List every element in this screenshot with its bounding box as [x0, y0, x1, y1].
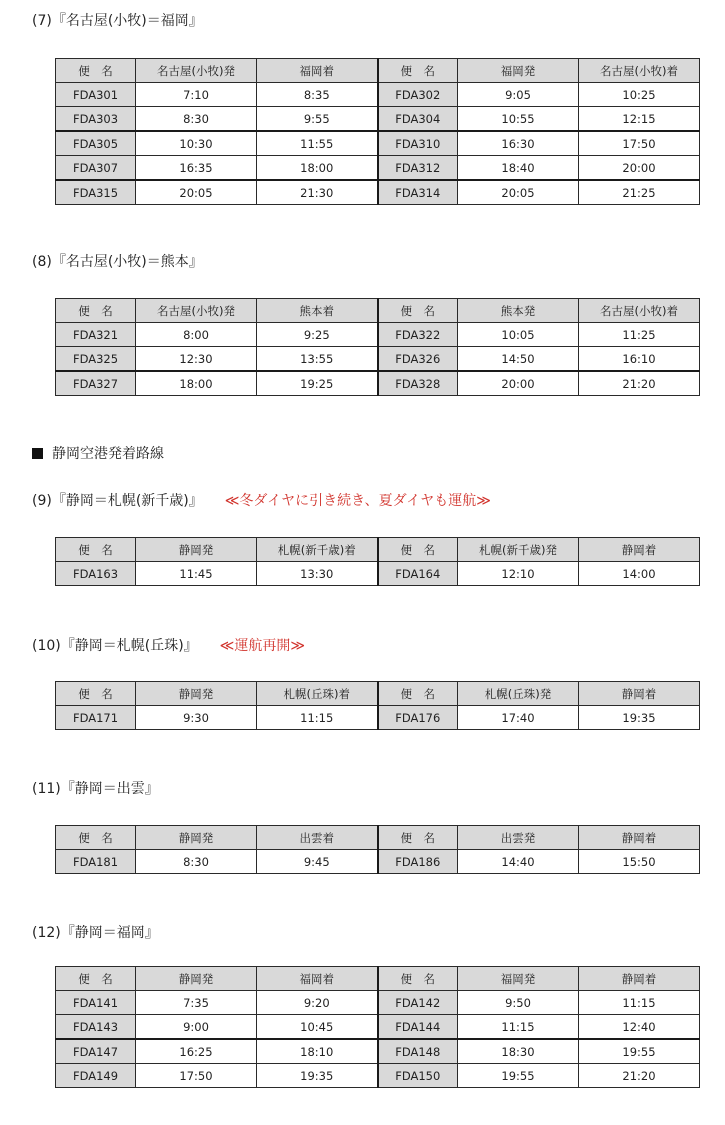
return-departure-time: 11:15: [458, 1015, 579, 1040]
departure-time: 17:50: [136, 1064, 257, 1088]
return-flight-number: FDA150: [378, 1064, 458, 1088]
arrival-time: 18:10: [257, 1039, 378, 1064]
arrival-time: 18:00: [257, 156, 378, 181]
return-arrival-time: 21:25: [579, 180, 700, 205]
return-arrival-time: 21:20: [579, 1064, 700, 1088]
table-row: [56, 107, 700, 132]
departure-time: 9:00: [136, 1015, 257, 1040]
return-departure-time: 18:30: [458, 1039, 579, 1064]
arrival-time: 13:30: [257, 562, 378, 586]
return-arrival-time: 12:15: [579, 107, 700, 132]
return-flight-number: FDA142: [378, 991, 458, 1015]
flight-number: FDA321: [56, 323, 136, 347]
route-title-text: (10)『静岡＝札幌(丘珠)』: [32, 638, 198, 654]
flight-number: FDA301: [56, 83, 136, 107]
departure-time: 8:00: [136, 323, 257, 347]
header-arrive-return: 静岡着: [579, 967, 700, 991]
header-flight: 便 名: [56, 682, 136, 706]
route12-timetable: [55, 966, 700, 1088]
table-row: [56, 347, 700, 372]
header-depart: 静岡発: [136, 538, 257, 562]
return-arrival-time: 20:00: [579, 156, 700, 181]
header-depart: 静岡発: [136, 826, 257, 850]
route9-title: [32, 492, 491, 510]
table-row: [56, 562, 700, 586]
return-arrival-time: 15:50: [579, 850, 700, 874]
return-flight-number: FDA314: [378, 180, 458, 205]
header-flight-return: 便 名: [378, 682, 458, 706]
return-flight-number: FDA304: [378, 107, 458, 132]
return-departure-time: 12:10: [458, 562, 579, 586]
header-row: [56, 682, 700, 706]
header-arrive: 札幌(丘珠)着: [257, 682, 378, 706]
table-row: [56, 1039, 700, 1064]
departure-time: 18:00: [136, 371, 257, 396]
flight-number: FDA181: [56, 850, 136, 874]
header-depart-return: 札幌(新千歳)発: [458, 538, 579, 562]
return-departure-time: 10:05: [458, 323, 579, 347]
return-flight-number: FDA326: [378, 347, 458, 372]
arrival-time: 10:45: [257, 1015, 378, 1040]
return-departure-time: 9:50: [458, 991, 579, 1015]
return-flight-number: FDA322: [378, 323, 458, 347]
return-arrival-time: 19:55: [579, 1039, 700, 1064]
route-title-text: (11)『静岡＝出雲』: [32, 781, 159, 797]
header-flight-return: 便 名: [378, 826, 458, 850]
return-departure-time: 14:50: [458, 347, 579, 372]
return-arrival-time: 19:35: [579, 706, 700, 730]
table-row: [56, 991, 700, 1015]
route11-timetable: [55, 825, 700, 874]
table-row: [56, 850, 700, 874]
departure-time: 8:30: [136, 107, 257, 132]
header-flight: 便 名: [56, 538, 136, 562]
table-row: [56, 706, 700, 730]
route7-title: [32, 12, 203, 30]
header-row: [56, 299, 700, 323]
header-flight: 便 名: [56, 59, 136, 83]
departure-time: 16:35: [136, 156, 257, 181]
header-arrive: 札幌(新千歳)着: [257, 538, 378, 562]
route11-title: [32, 780, 159, 798]
header-arrive-return: 静岡着: [579, 826, 700, 850]
departure-time: 7:10: [136, 83, 257, 107]
table-row: [56, 83, 700, 107]
route-title-text: (12)『静岡＝福岡』: [32, 925, 159, 941]
route10-title: [32, 637, 305, 655]
return-departure-time: 10:55: [458, 107, 579, 132]
return-departure-time: 17:40: [458, 706, 579, 730]
arrival-time: 9:55: [257, 107, 378, 132]
arrival-time: 19:35: [257, 1064, 378, 1088]
return-departure-time: 20:05: [458, 180, 579, 205]
return-flight-number: FDA144: [378, 1015, 458, 1040]
arrival-time: 9:20: [257, 991, 378, 1015]
return-arrival-time: 17:50: [579, 131, 700, 156]
route9-timetable: [55, 537, 700, 586]
flight-number: FDA147: [56, 1039, 136, 1064]
return-flight-number: FDA328: [378, 371, 458, 396]
arrival-time: 13:55: [257, 347, 378, 372]
return-arrival-time: 12:40: [579, 1015, 700, 1040]
route10-timetable: [55, 681, 700, 730]
header-flight: 便 名: [56, 967, 136, 991]
return-arrival-time: 21:20: [579, 371, 700, 396]
header-flight-return: 便 名: [378, 299, 458, 323]
flight-number: FDA141: [56, 991, 136, 1015]
return-flight-number: FDA312: [378, 156, 458, 181]
header-flight: 便 名: [56, 299, 136, 323]
flight-number: FDA307: [56, 156, 136, 181]
route-notice: ≪冬ダイヤに引き続き、夏ダイヤも運航≫: [224, 493, 491, 509]
header-arrive: 福岡着: [257, 967, 378, 991]
return-flight-number: FDA302: [378, 83, 458, 107]
table-row: [56, 371, 700, 396]
flight-number: FDA327: [56, 371, 136, 396]
return-arrival-time: 11:15: [579, 991, 700, 1015]
header-arrive-return: 名古屋(小牧)着: [579, 299, 700, 323]
return-flight-number: FDA176: [378, 706, 458, 730]
route8-timetable: [55, 298, 700, 396]
header-arrive-return: 静岡着: [579, 538, 700, 562]
return-arrival-time: 11:25: [579, 323, 700, 347]
return-departure-time: 19:55: [458, 1064, 579, 1088]
black-square-icon: [32, 448, 43, 459]
header-depart: 名古屋(小牧)発: [136, 59, 257, 83]
table-row: [56, 131, 700, 156]
table-row: [56, 156, 700, 181]
header-arrive-return: 静岡着: [579, 682, 700, 706]
departure-time: 12:30: [136, 347, 257, 372]
return-arrival-time: 16:10: [579, 347, 700, 372]
route-title-text: (8)『名古屋(小牧)＝熊本』: [32, 254, 203, 270]
header-depart-return: 出雲発: [458, 826, 579, 850]
return-departure-time: 9:05: [458, 83, 579, 107]
departure-time: 20:05: [136, 180, 257, 205]
route12-title: [32, 924, 159, 942]
return-flight-number: FDA186: [378, 850, 458, 874]
route-title-text: (9)『静岡＝札幌(新千歳)』: [32, 493, 203, 509]
table-row: [56, 323, 700, 347]
departure-time: 11:45: [136, 562, 257, 586]
return-flight-number: FDA310: [378, 131, 458, 156]
route8-title: [32, 253, 203, 271]
departure-time: 9:30: [136, 706, 257, 730]
flight-number: FDA303: [56, 107, 136, 132]
header-arrive-return: 名古屋(小牧)着: [579, 59, 700, 83]
header-row: [56, 967, 700, 991]
header-flight: 便 名: [56, 826, 136, 850]
return-flight-number: FDA148: [378, 1039, 458, 1064]
departure-time: 7:35: [136, 991, 257, 1015]
header-flight-return: 便 名: [378, 538, 458, 562]
route-notice: ≪運航再開≫: [219, 638, 305, 654]
header-depart-return: 福岡発: [458, 59, 579, 83]
return-flight-number: FDA164: [378, 562, 458, 586]
header-arrive: 熊本着: [257, 299, 378, 323]
header-flight-return: 便 名: [378, 59, 458, 83]
header-flight-return: 便 名: [378, 967, 458, 991]
arrival-time: 21:30: [257, 180, 378, 205]
flight-number: FDA149: [56, 1064, 136, 1088]
header-depart: 静岡発: [136, 682, 257, 706]
return-departure-time: 14:40: [458, 850, 579, 874]
arrival-time: 8:35: [257, 83, 378, 107]
arrival-time: 9:45: [257, 850, 378, 874]
return-arrival-time: 10:25: [579, 83, 700, 107]
route7-timetable: [55, 58, 700, 205]
flight-number: FDA171: [56, 706, 136, 730]
flight-number: FDA143: [56, 1015, 136, 1040]
return-departure-time: 16:30: [458, 131, 579, 156]
header-arrive: 出雲着: [257, 826, 378, 850]
section-heading-text: 静岡空港発着路線: [52, 446, 164, 462]
header-depart-return: 札幌(丘珠)発: [458, 682, 579, 706]
route-title-text: (7)『名古屋(小牧)＝福岡』: [32, 13, 203, 29]
arrival-time: 19:25: [257, 371, 378, 396]
header-depart: 静岡発: [136, 967, 257, 991]
flight-number: FDA163: [56, 562, 136, 586]
departure-time: 16:25: [136, 1039, 257, 1064]
header-arrive: 福岡着: [257, 59, 378, 83]
header-depart: 名古屋(小牧)発: [136, 299, 257, 323]
arrival-time: 11:15: [257, 706, 378, 730]
section-heading-shizuoka: [32, 445, 164, 463]
return-arrival-time: 14:00: [579, 562, 700, 586]
header-depart-return: 熊本発: [458, 299, 579, 323]
header-row: [56, 59, 700, 83]
arrival-time: 9:25: [257, 323, 378, 347]
flight-number: FDA305: [56, 131, 136, 156]
header-row: [56, 826, 700, 850]
table-row: [56, 1064, 700, 1088]
header-depart-return: 福岡発: [458, 967, 579, 991]
flight-number: FDA325: [56, 347, 136, 372]
arrival-time: 11:55: [257, 131, 378, 156]
header-row: [56, 538, 700, 562]
table-row: [56, 180, 700, 205]
departure-time: 8:30: [136, 850, 257, 874]
table-row: [56, 1015, 700, 1040]
departure-time: 10:30: [136, 131, 257, 156]
flight-number: FDA315: [56, 180, 136, 205]
return-departure-time: 20:00: [458, 371, 579, 396]
return-departure-time: 18:40: [458, 156, 579, 181]
